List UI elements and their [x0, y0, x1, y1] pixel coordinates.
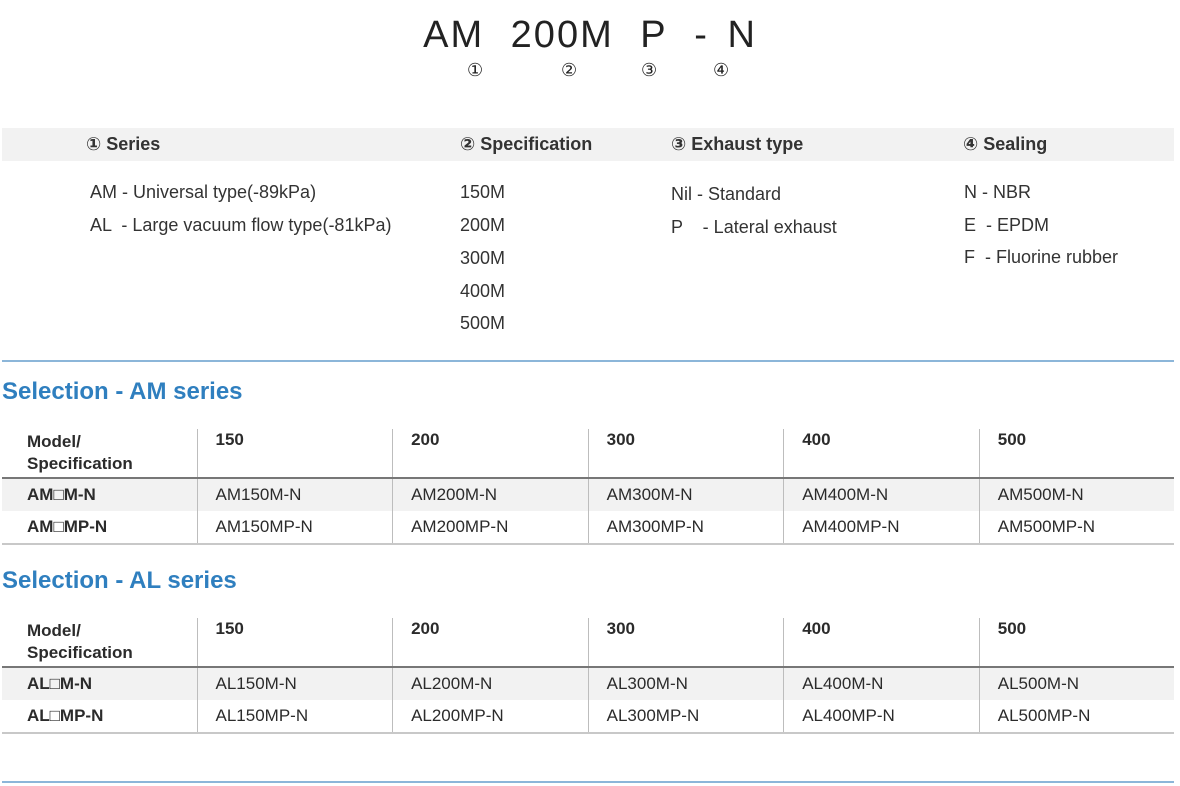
- table-row: [2, 700, 1174, 733]
- marker-2: ②: [561, 60, 578, 80]
- spec-header-line: Specification: [27, 643, 133, 662]
- legend-series-item: AL - Large vacuum flow type(-81kPa): [90, 215, 392, 235]
- table-cell: AL300M-N: [588, 667, 784, 700]
- legend-spec-item: 500M: [460, 313, 506, 333]
- model-cell: AL□MP-N: [2, 700, 197, 733]
- model-code: [0, 14, 1180, 57]
- legend-spec-title: ② Specification: [460, 134, 593, 154]
- legend-exhaust-item: P - Lateral exhaust: [671, 217, 837, 237]
- legend-sealing-item: N - NBR: [964, 182, 1031, 202]
- spec-header: 300: [588, 429, 784, 478]
- legend-exhaust-item: Nil - Standard: [671, 184, 782, 204]
- spec-header: 150: [197, 429, 393, 478]
- al-selection-table: [2, 618, 1174, 734]
- table-cell: AL150MP-N: [197, 700, 393, 733]
- table-header-row: [2, 618, 1174, 667]
- table-cell: AM300M-N: [588, 478, 784, 511]
- spec-header: 300: [588, 618, 784, 667]
- spec-header: 400: [784, 429, 980, 478]
- spec-header: 500: [979, 429, 1174, 478]
- model-header-line: Model/: [27, 621, 81, 640]
- table-cell: AM200MP-N: [393, 511, 589, 544]
- table-cell: AM200M-N: [393, 478, 589, 511]
- table-cell: AL500M-N: [979, 667, 1174, 700]
- table-cell: AL400MP-N: [784, 700, 980, 733]
- table-cell: AL200M-N: [393, 667, 589, 700]
- legend-spec-item: 400M: [460, 281, 506, 301]
- legend-spec-item: 150M: [460, 182, 506, 202]
- legend-sealing-item: F - Fluorine rubber: [964, 247, 1119, 267]
- code-sealing: N: [727, 14, 757, 56]
- table-cell: AM150M-N: [197, 478, 393, 511]
- code-dash: -: [694, 14, 709, 56]
- marker-1: ①: [467, 60, 484, 80]
- divider: [2, 781, 1174, 783]
- model-spec-header: [2, 429, 197, 478]
- spec-header: 200: [393, 429, 589, 478]
- legend-sealing-title: ④ Sealing: [963, 134, 1048, 154]
- table-cell: AL400M-N: [784, 667, 980, 700]
- spec-header: 500: [979, 618, 1174, 667]
- table-cell: AM400M-N: [784, 478, 980, 511]
- legend-exhaust-title: ③ Exhaust type: [671, 134, 804, 154]
- spec-header: 200: [393, 618, 589, 667]
- table-row: [2, 478, 1174, 511]
- code-exhaust: P: [640, 14, 668, 56]
- table-cell: AL200MP-N: [393, 700, 589, 733]
- legend-sealing-item: E - EPDM: [964, 215, 1050, 235]
- table-cell: AL150M-N: [197, 667, 393, 700]
- table-cell: AM300MP-N: [588, 511, 784, 544]
- al-section-title: Selection - AL series: [2, 567, 237, 594]
- legend-series-item: AM - Universal type(-89kPa): [90, 182, 317, 202]
- legend-spec-item: 300M: [460, 248, 506, 268]
- spec-header: 150: [197, 618, 393, 667]
- divider: [2, 360, 1174, 362]
- legend-series-title: ① Series: [86, 134, 161, 154]
- spec-header: 400: [784, 618, 980, 667]
- model-cell: AM□M-N: [2, 478, 197, 511]
- code-spec: 200M: [510, 14, 614, 56]
- model-cell: AM□MP-N: [2, 511, 197, 544]
- table-cell: AM400MP-N: [784, 511, 980, 544]
- table-cell: AL500MP-N: [979, 700, 1174, 733]
- marker-3: ③: [641, 60, 658, 80]
- am-section-title: Selection - AM series: [2, 378, 243, 405]
- am-selection-table: [2, 429, 1174, 545]
- legend-spec-item: 200M: [460, 215, 506, 235]
- code-series: AM: [423, 14, 485, 56]
- table-header-row: [2, 429, 1174, 478]
- model-cell: AL□M-N: [2, 667, 197, 700]
- model-header-line: Model/: [27, 432, 81, 451]
- table-cell: AM150MP-N: [197, 511, 393, 544]
- table-cell: AM500M-N: [979, 478, 1174, 511]
- table-cell: AM500MP-N: [979, 511, 1174, 544]
- table-cell: AL300MP-N: [588, 700, 784, 733]
- table-row: [2, 667, 1174, 700]
- model-spec-header: [2, 618, 197, 667]
- spec-header-line: Specification: [27, 454, 133, 473]
- marker-4: ④: [713, 60, 730, 80]
- table-row: [2, 511, 1174, 544]
